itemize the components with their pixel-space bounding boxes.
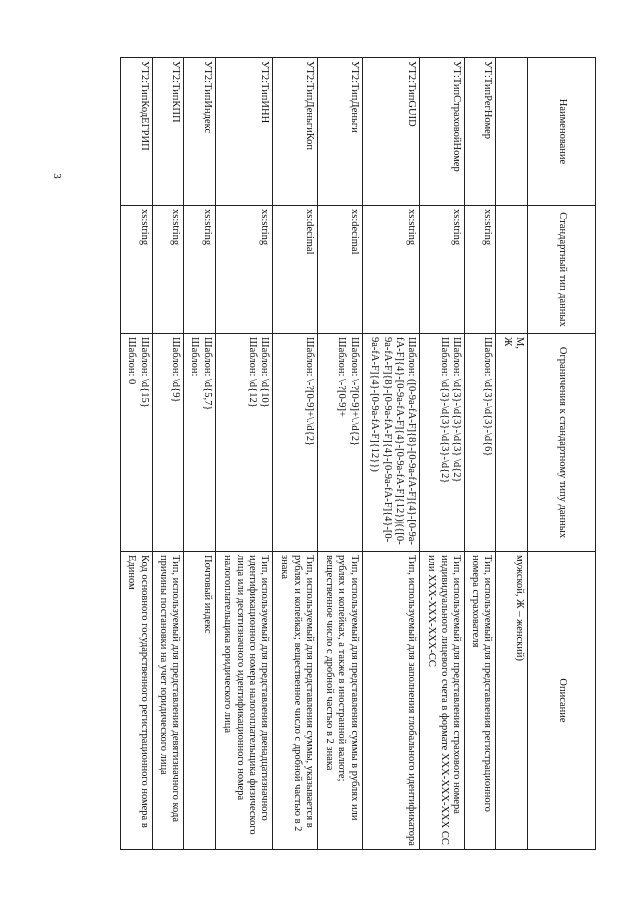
header-std-type: Стандартный тип данных (528, 206, 596, 334)
cell-name: УТ2:ТипGUID (362, 58, 420, 206)
header-restrictions: Ограничения к стандартному типу данных (528, 334, 596, 552)
cell-name: УТ2:ТипДеньги (317, 58, 362, 206)
cell-restrictions: Шаблон: \d{5,7} Шаблон: (184, 334, 216, 552)
table-header-row (528, 58, 596, 850)
cell-description: мужской, Ж – женский) (496, 552, 528, 850)
cell-restrictions: Шаблон: \d{3}-\d{3}-\d{3} \d{2} Шаблон: \d{3}-\d{3}-\d{3}-\d{2} (420, 334, 465, 552)
cell-description: Тип, используемый для представления суммы в рублях или рублях и копейках, а также в иностранной валюте; вещественное число с дробной частью в 2 знака (317, 552, 362, 850)
cell-std-type: xs:string (152, 206, 184, 334)
xsd-types-table (120, 57, 596, 850)
cell-std-type (496, 206, 528, 334)
cell-restrictions: Шаблон: \-?[0-9]+\.\d{2} (273, 334, 318, 552)
cell-restrictions: М, Ж (496, 334, 528, 552)
cell-std-type: xs:string (184, 206, 216, 334)
header-description: Описание (528, 552, 596, 850)
table-row (362, 58, 420, 850)
table-row (215, 58, 273, 850)
cell-std-type: xs:string (362, 206, 420, 334)
table-row (273, 58, 318, 850)
cell-std-type: xs:string (464, 206, 496, 334)
cell-restrictions: Шаблон: ([0-9a-fA-F]{8}-[0-9a-fA-F]{4}-[0-9a-fA-F]{4}-[0-9a-fA-F]{4}-[0-9a-fA-F]{12})|({[0-9a-fA-F]{8}-[0-9a-fA-F]{4}-[0-9a-fA-F]{4}-[0-9a-fA-F]{4}-[0-9a-fA-F]{12}}) (362, 334, 420, 552)
cell-description: Тип, используемый для заполнения глобального идентификатора (362, 552, 420, 850)
cell-description: Тип, используемый для представления страхового номера индивидуального лицевого счета в формате XXX-XXX-XXX CC или XXX-XXX-XXX-CC (420, 552, 465, 850)
cell-name: УТ2:ТипИНН (215, 58, 273, 206)
cell-restrictions: Шаблон: \d{3}-\d{3}-\d{6} (464, 334, 496, 552)
cell-std-type: xs:decimal (273, 206, 318, 334)
table-row (464, 58, 496, 850)
cell-restrictions: Шаблон: \-?[0-9]+\.\d{2} Шаблон: \-?[0-9]+ (317, 334, 362, 552)
rotated-table-wrapper (120, 57, 596, 849)
cell-description: Тип, используемый для представления двенадцатизначного идентификационного номера налогоплательщика физического лица или десятизначного идентификационного номера налогоплательщика юридического лица (215, 552, 273, 850)
cell-restrictions: Шаблон: \d{9} (152, 334, 184, 552)
table-row (121, 58, 153, 850)
cell-description: Тип, используемый для представления девятизначного кода причины постановки на учет юридического лица (152, 552, 184, 850)
cell-description: Код основного государственного регистрационного номера в Едином (121, 552, 153, 850)
table-row (152, 58, 184, 850)
cell-name: УТ2:ТипДеньгиКоп (273, 58, 318, 206)
cell-restrictions: Шаблон: \d{10} Шаблон: \d{12} (215, 334, 273, 552)
cell-description: Почтовый индекс (184, 552, 216, 850)
cell-description: Тип, используемый для представления регистрационного номера страхователя (464, 552, 496, 850)
table-row (496, 58, 528, 850)
cell-std-type: xs:string (420, 206, 465, 334)
cell-std-type: xs:decimal (317, 206, 362, 334)
cell-name: УТ2:ТипИндекс (184, 58, 216, 206)
cell-description: Тип, используемый для представления суммы, указывается в рублях и копейках; вещественное число с дробной частью в 2 знака (273, 552, 318, 850)
cell-std-type: xs:string (121, 206, 153, 334)
page-number: 3 (50, 173, 63, 179)
cell-std-type: xs:string (215, 206, 273, 334)
cell-name: УТ:ТипРегНомер (464, 58, 496, 206)
table-row (420, 58, 465, 850)
table-row (317, 58, 362, 850)
table-row (184, 58, 216, 850)
cell-name: УТ2:ТипКодЕГРИП (121, 58, 153, 206)
cell-name: УТ:ТипСтраховойНомер (420, 58, 465, 206)
cell-name: УТ2:ТипКПП (152, 58, 184, 206)
cell-name (496, 58, 528, 206)
header-name: Наименование (528, 58, 596, 206)
cell-restrictions: Шаблон: \d{15} Шаблон: 0 (121, 334, 153, 552)
